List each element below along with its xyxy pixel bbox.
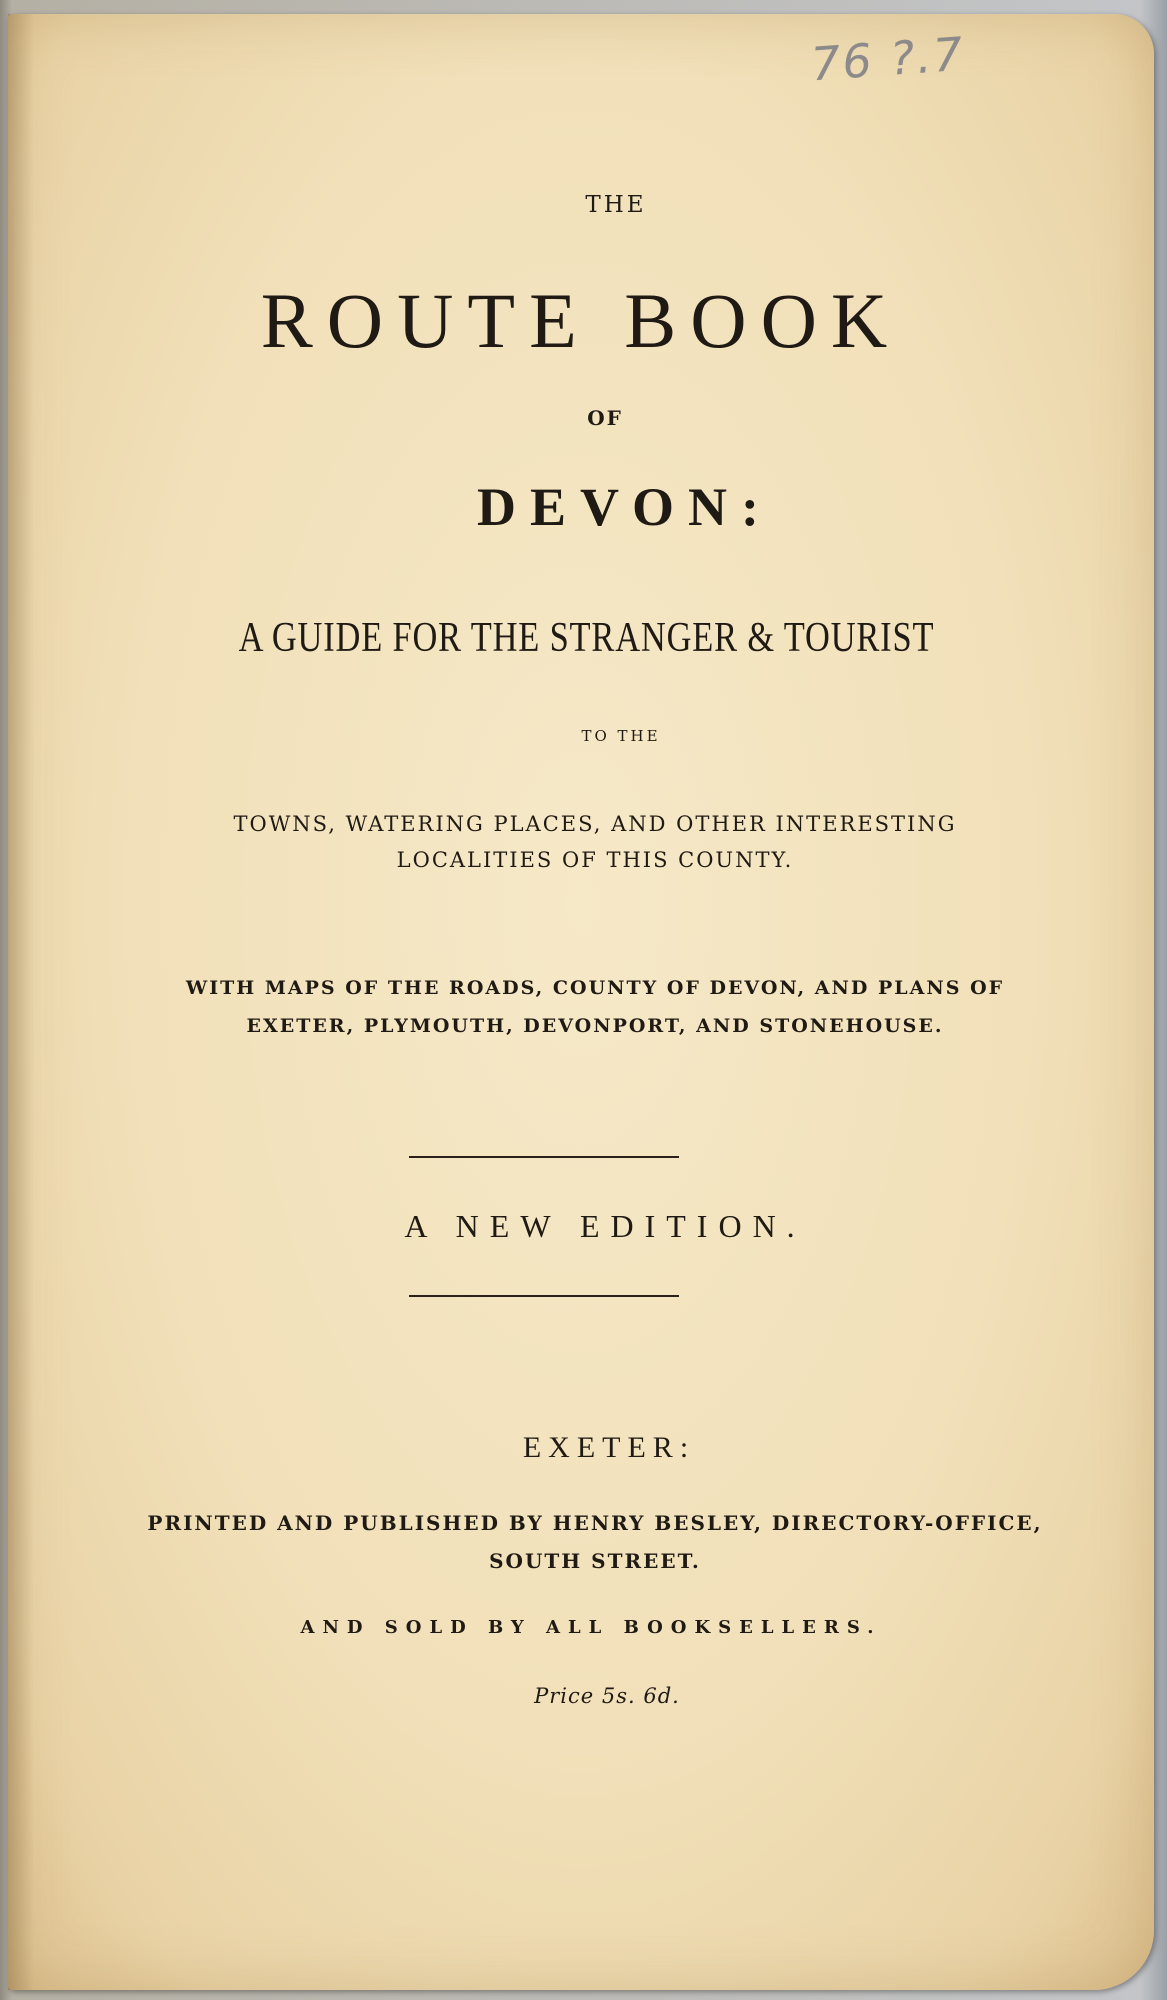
title-article: THE	[585, 192, 647, 218]
county-title: DEVON:	[477, 477, 773, 537]
sold-by-line: AND SOLD BY ALL BOOKSELLERS.	[300, 1617, 882, 1638]
towns-line-1: TOWNS, WATERING PLACES, AND OTHER INTERESTING	[233, 812, 957, 836]
pencil-shelfmark: 76 ?.7	[808, 26, 966, 92]
book-title: ROUTE BOOK	[260, 277, 902, 364]
maps-line-1: WITH MAPS OF THE ROADS, COUNTY OF DEVON, AND PLANS OF	[185, 977, 1005, 999]
edition-line: A NEW EDITION.	[404, 1208, 806, 1244]
to-the-line: TO THE	[581, 727, 661, 745]
publisher-line-1: PRINTED AND PUBLISHED BY HENRY BESLEY, DIRECTORY-OFFICE,	[147, 1511, 1043, 1535]
title-of: OF	[587, 406, 623, 430]
imprint-city: EXETER:	[522, 1431, 696, 1464]
towns-description	[8, 806, 1167, 878]
towns-line-2: LOCALITIES OF THIS COUNTY.	[396, 848, 794, 872]
price-line: Price 5s. 6d.	[534, 1684, 680, 1708]
maps-description	[8, 969, 1167, 1045]
publisher-line-2: SOUTH STREET.	[489, 1549, 701, 1573]
subtitle: A GUIDE FOR THE STRANGER & TOURIST	[238, 615, 935, 661]
top-rule-divider	[409, 1156, 679, 1158]
publisher-imprint	[8, 1504, 1167, 1580]
bottom-rule-divider	[409, 1295, 679, 1297]
title-page	[8, 14, 1154, 1990]
maps-line-2: EXETER, PLYMOUTH, DEVONPORT, AND STONEHOUSE.	[246, 1015, 944, 1037]
